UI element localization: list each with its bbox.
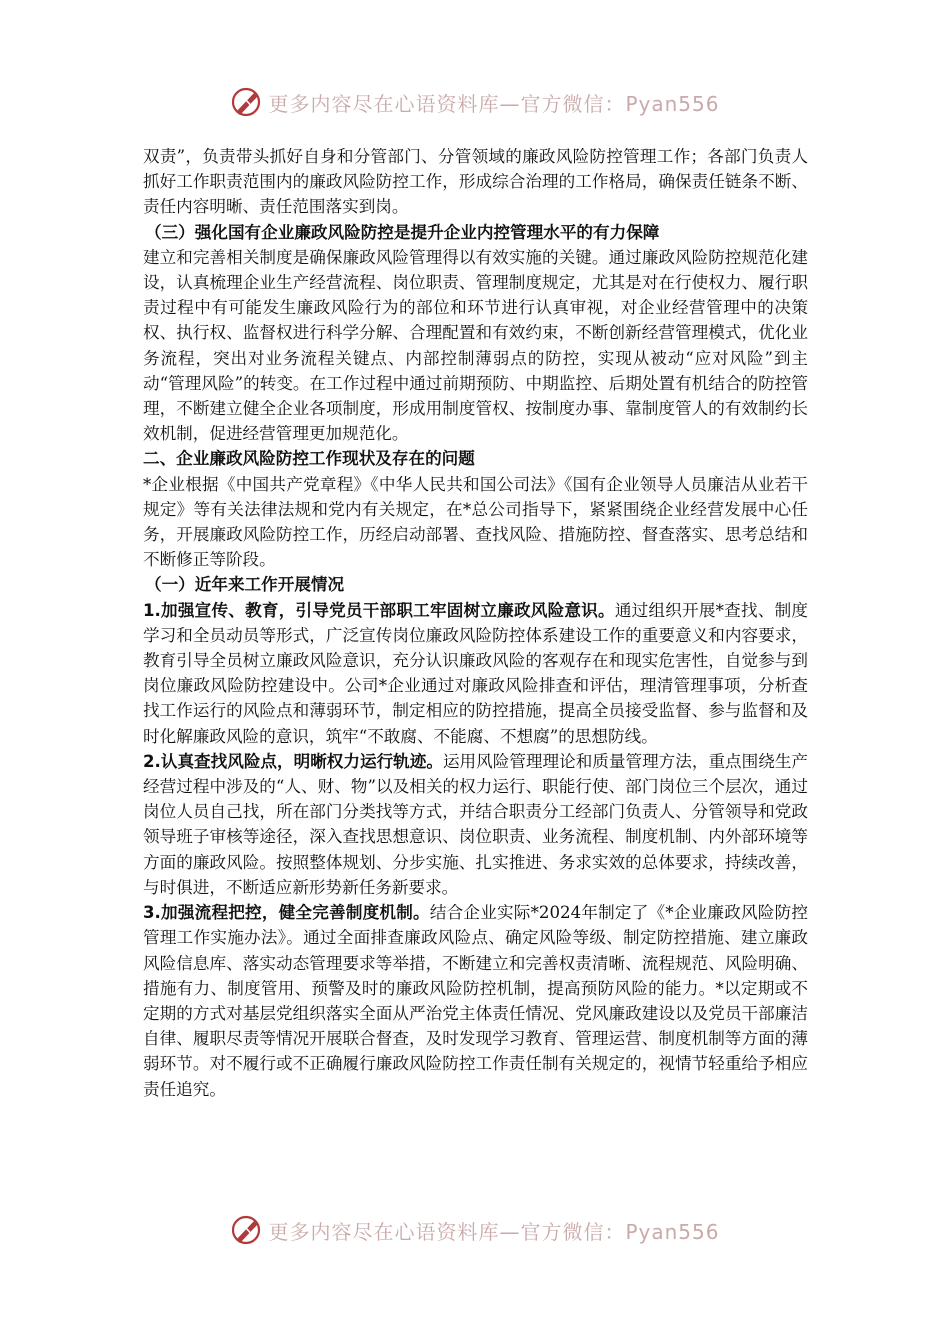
- item-title: 3.加强流程把控，健全完善制度机制。: [143, 903, 430, 923]
- paragraph: 双责”，负责带头抓好自身和分管部门、分管领域的廉政风险防控管理工作；各部门负责人抓好工作职责范围内的廉政风险防控工作，形成综合治理的工作格局，确保责任链条不断、责任内容明晰、责任范围落实到岗。: [143, 147, 808, 217]
- list-item: [143, 900, 808, 1102]
- paragraph: *企业根据《中国共产党章程》《中华人民共和国公司法》《国有企业领导人员廉洁从业若干规定》等有关法律法规和党内有关规定，在*总公司指导下，紧紧围绕企业经营发展中心任务，开展廉政风险防控工作，历经启动部署、查找风险、措施防控、督查落实、思考总结和不断修正等阶段。: [143, 474, 808, 570]
- paragraph: 建立和完善相关制度是确保廉政风险管理得以有效实施的关键。通过廉政风险防控规范化建设，认真梳理企业生产经营流程、岗位职责、管理制度规定，尤其是对在行使权力、履行职责过程中有可能发生廉政风险行为的部位和环节进行认真审视，对企业经营管理中的决策权、执行权、监督权进行科学分解、合理配置和有效约束，不断创新经营管理模式，优化业务流程，突出对业务流程关键点、内部控制薄弱点的防控，实现从被动“应对风险”到主动“管理风险”的转变。在工作过程中通过前期预防、中期监控、后期处置有机结合的防控管理，不断建立健全企业各项制度，形成用制度管权、按制度办事、靠制度管人的有效制约长效机制，促进经营管理更加规范化。: [143, 247, 808, 444]
- header-banner: [0, 82, 950, 122]
- item-text: 通过组织开展*查找、制度学习和全员动员等形式，广泛宣传岗位廉政风险防控体系建设工作的重要意义和内容要求，教育引导全员树立廉政风险意识，充分认识廉政风险的客观存在和现实危害性，自觉参与到岗位廉政风险防控建设中。公司*企业通过对廉政风险排查和评估，理清管理事项，分析查找工作运行的风险点和薄弱环节，制定相应的防控措施，提高全员接受监督、参与监督和及时化解廉政风险的意识，筑牢“不敢腐、不能腐、不想腐”的思想防线。: [143, 600, 808, 746]
- chapter-heading: 二、企业廉政风险防控工作现状及存在的问题: [143, 449, 475, 469]
- item-text: 运用风险管理理论和质量管理方法，重点围绕生产经营过程中涉及的“人、财、物”以及相关的权力运行、职能行使、部门岗位三个层次，通过岗位人员自己找，所在部门分类找等方式，并结合职责分工经部门负责人、分管领导和党政领导班子审核等途径，深入查找思想意识、岗位职责、业务流程、制度机制、内外部环境等方面的廉政风险。按照整体规划、分步实施、扎实推进、务求实效的总体要求，持续改善，与时俱进，不断适应新形势新任务新要求。: [143, 751, 809, 897]
- item-text: 结合企业实际*2024年制定了《*企业廉政风险防控管理工作实施办法》。通过全面排查廉政风险点、确定风险等级、制定防控措施、建立廉政风险信息库、落实动态管理要求等举措，不断建立和完善权责清晰、流程规范、风险明确、措施有力、制度管用、预警及时的廉政风险防控机制，提高预防风险的能力。*以定期或不定期的方式对基层党组织落实全面从严治党主体责任情况、党风廉政建设以及党员干部廉洁自律、履职尽责等情况开展联合督查，及时发现学习教育、管理运营、制度机制等方面的薄弱环节。对不履行或不正确履行廉政风险防控工作责任制有关规定的，视情节轻重给予相应责任追究。: [143, 903, 808, 1099]
- pen-seal-logo-icon: [230, 1213, 264, 1247]
- section-heading: （三）强化国有企业廉政风险防控是提升企业内控管理水平的有力保障: [145, 222, 660, 242]
- header-banner-text: 更多内容尽在心语资料库—官方微信：Pyan556: [268, 91, 720, 116]
- document-body: [143, 144, 808, 1102]
- section-heading: （一）近年来工作开展情况: [145, 575, 345, 595]
- list-item: [143, 749, 808, 900]
- footer-banner-text: 更多内容尽在心语资料库—官方微信：Pyan556: [268, 1219, 720, 1244]
- item-title: 1.加强宣传、教育，引导党员干部职工牢固树立廉政风险意识。: [143, 600, 615, 620]
- item-title: 2.认真查找风险点，明晰权力运行轨迹。: [143, 751, 443, 771]
- pen-seal-logo-icon: [230, 85, 264, 119]
- list-item: [143, 598, 808, 749]
- footer-banner: [0, 1210, 950, 1250]
